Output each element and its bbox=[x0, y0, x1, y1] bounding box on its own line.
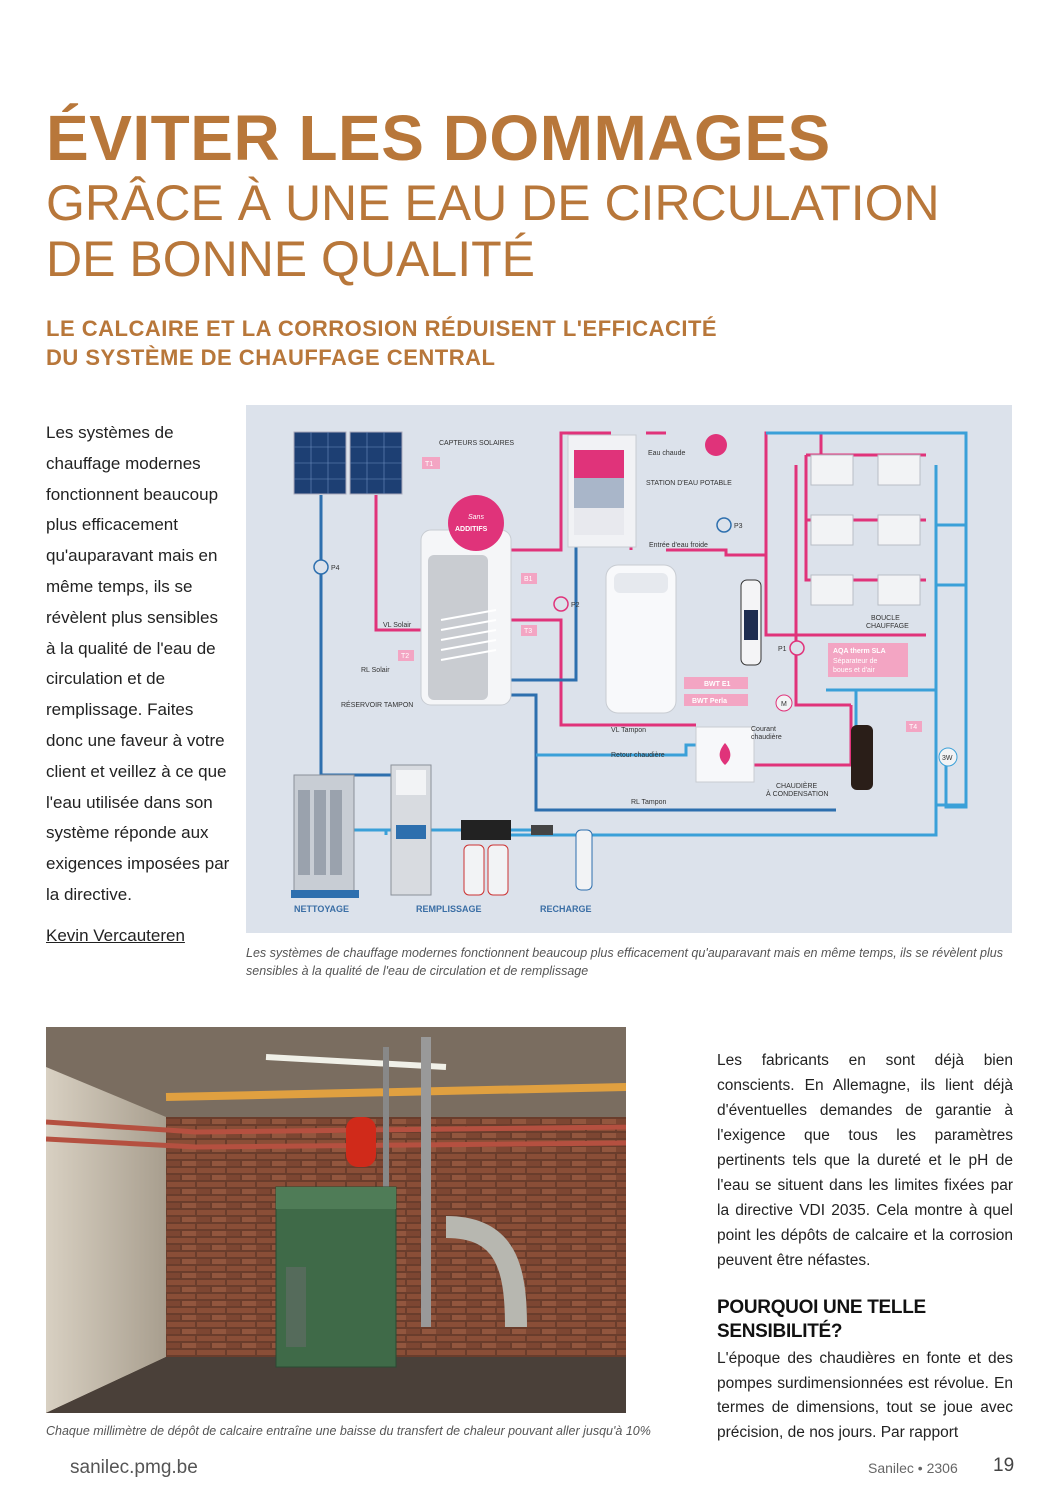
solar-panels bbox=[294, 432, 402, 494]
sans-additifs-badge bbox=[448, 495, 504, 551]
tap-icon bbox=[705, 434, 727, 456]
label-reservoir: RÉSERVOIR TAMPON bbox=[341, 702, 414, 709]
section-heading bbox=[717, 1296, 1013, 1344]
separator-unit bbox=[851, 725, 873, 790]
label-rl-solair: RL Solair bbox=[361, 667, 390, 674]
section-heading-line-1: POURQUOI UNE TELLE bbox=[717, 1297, 926, 1318]
intro-paragraph: Les systèmes de chauffage modernes fonctionnent beaucoup plus efficacement qu'auparavant mais en même temps, ils se révèlent plus sensibles à la qualité de l'eau de circulation et de remplissage. Faites donc une faveur à votre client et veillez à ce que l'eau utilisée dans son système réponde aux exigences imposées par la directive. bbox=[46, 423, 230, 904]
label-nettoyage: NETTOYAGE bbox=[294, 904, 350, 914]
label-rl-tampon: RL Tampon bbox=[631, 799, 667, 806]
label-aqa-3: boues et d'air bbox=[833, 667, 875, 674]
label-b1: B1 bbox=[524, 576, 533, 583]
label-retour: Retour chaudière bbox=[611, 752, 665, 759]
label-courant-1: Courant bbox=[751, 726, 776, 733]
label-bwt-e1: BWT E1 bbox=[704, 681, 731, 688]
pump-p4-icon bbox=[314, 560, 328, 574]
radiators bbox=[811, 455, 920, 605]
heating-system-diagram bbox=[246, 405, 1012, 933]
label-vl-solair: VL Solair bbox=[383, 622, 412, 629]
footer-page-number: 19 bbox=[993, 1455, 1015, 1476]
label-vl-tampon: VL Tampon bbox=[611, 727, 647, 734]
footer-url[interactable]: sanilec.pmg.be bbox=[70, 1457, 198, 1478]
label-bwt-perla: BWT Perla bbox=[692, 698, 728, 705]
label-p3: P3 bbox=[734, 523, 743, 530]
article-title-secondary: GRÂCE À UNE EAU DE CIRCULATION DE BONNE QUALITÉ bbox=[46, 175, 940, 287]
pump-p2-icon bbox=[554, 597, 568, 611]
label-remplissage: REMPLISSAGE bbox=[416, 904, 482, 914]
subtitle-line-1: LE CALCAIRE ET LA CORROSION RÉDUISENT L'EFFICACITÉ bbox=[46, 316, 718, 341]
label-p4: P4 bbox=[331, 565, 340, 572]
label-capteurs: CAPTEURS SOLAIRES bbox=[439, 440, 515, 447]
section-paragraph: L'époque des chaudières en fonte et des pompes surdimensionnées est révolue. En termes de dimensions, tout se joue avec précision, de nos jours. Par rapport bbox=[717, 1350, 1013, 1441]
label-entree-froide: Entrée d'eau froide bbox=[649, 542, 708, 549]
label-boucle-1: BOUCLE bbox=[871, 615, 900, 622]
label-eau-chaude: Eau chaude bbox=[648, 450, 686, 457]
label-station: STATION D'EAU POTABLE bbox=[646, 480, 732, 487]
footer-issue: Sanilec • 2306 bbox=[868, 1460, 958, 1476]
label-aqa-2: Séparateur de bbox=[833, 658, 878, 665]
pump-p3-icon bbox=[717, 518, 731, 532]
label-t3: T3 bbox=[524, 628, 533, 635]
article-subtitle bbox=[46, 314, 806, 372]
label-chaudiere-1: CHAUDIÈRE bbox=[776, 783, 818, 790]
badge-sans: Sans bbox=[468, 514, 484, 521]
pump-p1-icon bbox=[790, 641, 804, 655]
buffer-tank bbox=[421, 530, 511, 705]
filter-unit bbox=[741, 580, 761, 665]
drinking-water-station bbox=[568, 435, 636, 547]
label-p2: P2 bbox=[571, 602, 580, 609]
expansion-vessel bbox=[346, 1117, 376, 1167]
article-title: ÉVITER LES DOMMAGES bbox=[46, 102, 831, 174]
label-m: M bbox=[781, 701, 787, 708]
water-softener bbox=[606, 565, 676, 713]
label-chaudiere-2: À CONDENSATION bbox=[766, 791, 829, 798]
label-t1: T1 bbox=[425, 461, 434, 468]
diagram-svg bbox=[246, 405, 1012, 933]
label-3w: 3W bbox=[942, 755, 953, 762]
label-aqa-1: AQA therm SLA bbox=[833, 648, 886, 655]
section-heading-line-2: SENSIBILITÉ? bbox=[717, 1321, 843, 1342]
label-recharge: RECHARGE bbox=[540, 904, 592, 914]
subtitle-line-2: DU SYSTÈME DE CHAUFFAGE CENTRAL bbox=[46, 345, 496, 370]
author-name[interactable]: Kevin Vercauteren bbox=[46, 926, 185, 945]
photo-caption: Chaque millimètre de dépôt de calcaire entraîne une baisse du transfert de chaleur pouvant aller jusqu'à 10% bbox=[46, 1424, 651, 1438]
boiler-room-photo bbox=[46, 1027, 626, 1413]
label-boucle-2: CHAUFFAGE bbox=[866, 623, 909, 630]
label-t2: T2 bbox=[401, 653, 410, 660]
badge-additifs: ADDITIFS bbox=[455, 526, 488, 533]
diagram-caption: Les systèmes de chauffage modernes fonctionnent beaucoup plus efficacement qu'auparavant mais en même temps, ils se révèlent plus sensibles à la qualité de l'eau de circulation et de remplissage bbox=[246, 946, 1003, 978]
label-p1: P1 bbox=[778, 646, 787, 653]
body-paragraph: Les fabricants en sont déjà bien conscients. En Allemagne, ils lient déjà d'éventuelles demandes de garantie à l'exigence que tous les paramètres pertinents tels que la dureté et le pH de l'eau se situent dans les limites fixées par la directive VDI 2035. Cela montre à quel point les dépôts de calcaire et la corrosion peuvent être néfastes. bbox=[717, 1052, 1013, 1269]
label-courant-2: chaudière bbox=[751, 734, 782, 741]
condensing-boiler bbox=[696, 727, 754, 782]
photo-svg bbox=[46, 1027, 626, 1413]
label-t4: T4 bbox=[909, 724, 918, 731]
cleaning-station bbox=[291, 775, 359, 898]
filling-station bbox=[391, 765, 431, 895]
